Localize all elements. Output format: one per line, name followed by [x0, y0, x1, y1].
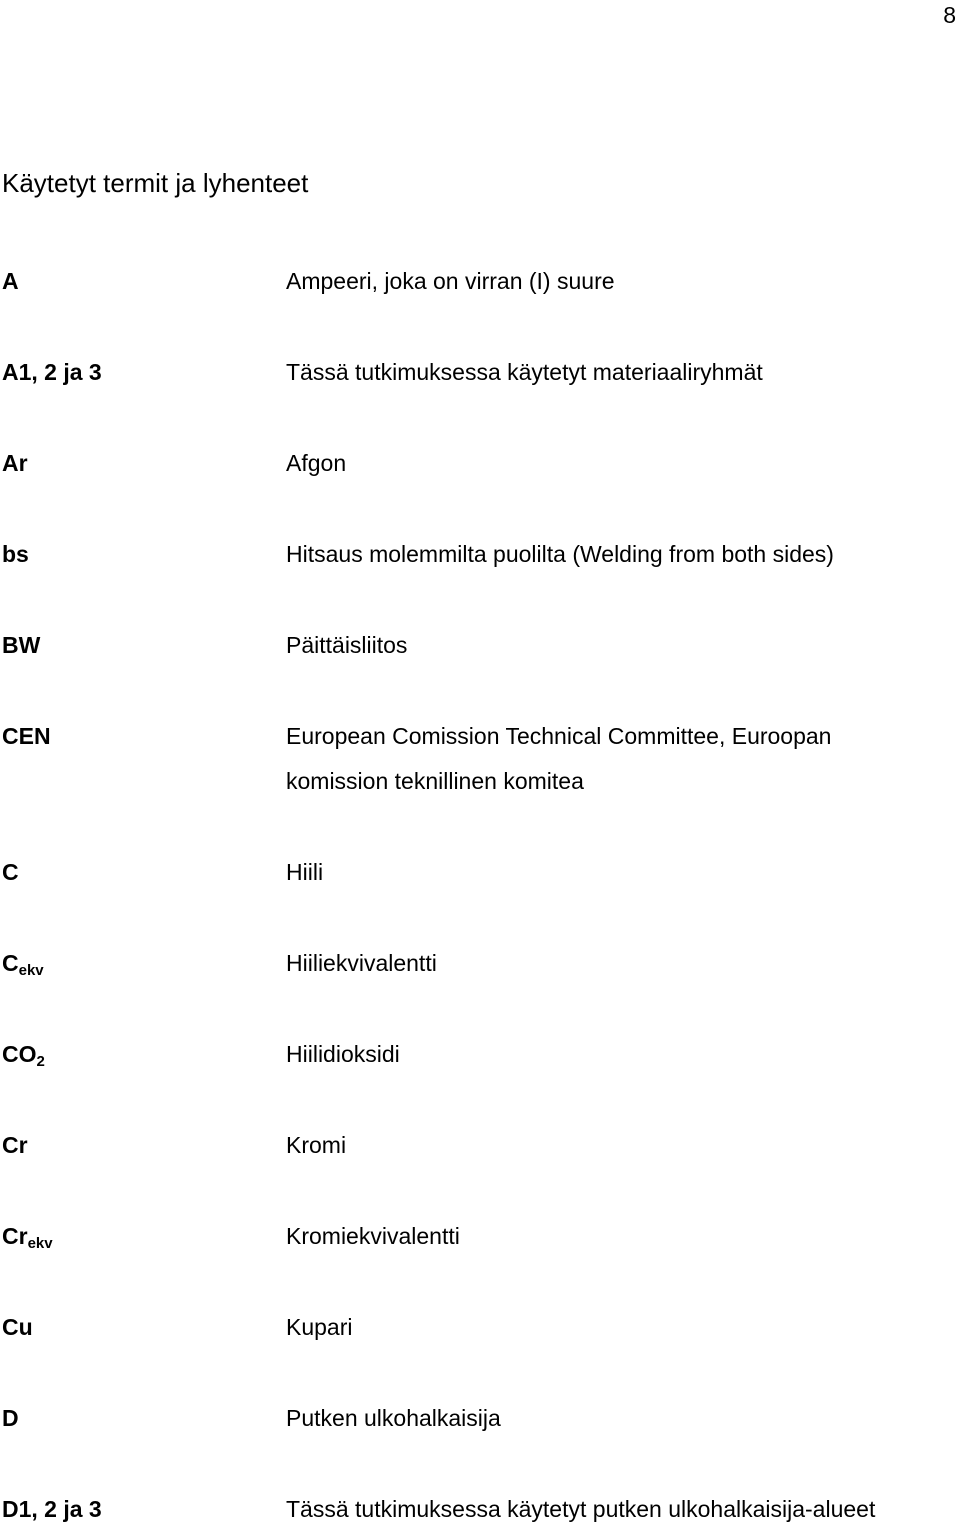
- term-abbreviation: Cu: [2, 1314, 33, 1340]
- page-number: 8: [943, 2, 956, 28]
- term-definition: Ampeeri, joka on virran (I) suure: [286, 268, 615, 294]
- term-abbreviation: C: [2, 859, 19, 885]
- term-definition: Kromi: [286, 1132, 347, 1158]
- term-abbreviation: A: [2, 268, 19, 294]
- term-abbreviation: $CO_2$: [2, 1041, 45, 1070]
- term-definition: Päittäisliitos: [286, 632, 408, 658]
- term-abbreviation: D: [2, 1405, 19, 1431]
- term-abbreviation: A1, 2 ja 3: [2, 359, 102, 385]
- term-definition: European Comission Technical Committee, Euroopan komission teknillinen komitea: [286, 723, 832, 794]
- page-heading: Käytetyt termit ja lyhenteet: [2, 168, 309, 198]
- term-definition: Hiili: [286, 859, 324, 885]
- term-definition: Kromiekvivalentti: [286, 1223, 460, 1249]
- term-abbreviation: BW: [2, 632, 41, 658]
- term-abbreviation: D1, 2 ja 3: [2, 1496, 102, 1522]
- term-definition: Tässä tutkimuksessa käytetyt materiaaliryhmät: [286, 359, 763, 385]
- term-definition: Tässä tutkimuksessa käytetyt putken ulkohalkaisija-alueet: [286, 1496, 876, 1522]
- term-definition: Hiiliekvivalentti: [286, 950, 437, 976]
- term-abbreviation: bs: [2, 541, 29, 567]
- term-abbreviation: $C_{ekv}$: [2, 950, 44, 979]
- term-definition: Kupari: [286, 1314, 353, 1340]
- term-definition: Afgon: [286, 450, 347, 476]
- term-abbreviation: Ar: [2, 450, 28, 476]
- term-definition: Hiilidioksidi: [286, 1041, 400, 1067]
- term-definition: Putken ulkohalkaisija: [286, 1405, 501, 1431]
- term-definition: Hitsaus molemmilta puolilta (Welding from both sides): [286, 541, 834, 567]
- term-abbreviation: CEN: [2, 723, 51, 749]
- term-abbreviation: Cr: [2, 1132, 28, 1158]
- term-abbreviation: $Cr_{ekv}$: [2, 1223, 53, 1252]
